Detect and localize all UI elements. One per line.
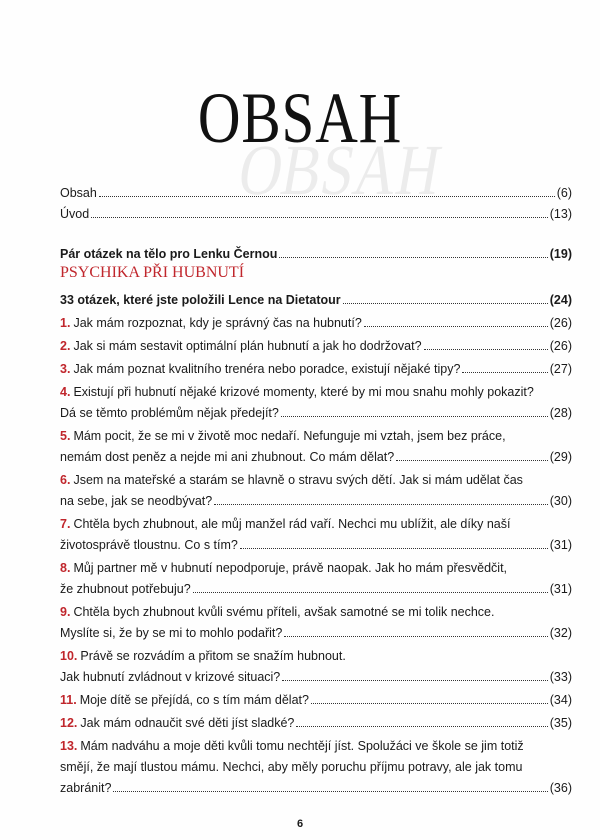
toc-entry-obsah-text: Obsah [60, 186, 97, 200]
question-page: (33) [549, 670, 572, 684]
toc-intro-heading-text: Pár otázek na tělo pro Lenku Černou [60, 247, 278, 261]
question-number: 2. [60, 339, 71, 353]
question-text: Chtěla bych zhubnout, ale můj manžel rád vaří. Nechci mu ublížit, ale díky naší [73, 517, 511, 531]
dot-leader [296, 726, 547, 727]
question-text: Právě se rozvádím a přitom se snažím hubnout. [80, 649, 346, 663]
question-page: (26) [549, 339, 572, 353]
dot-leader [424, 349, 548, 350]
toc-question [60, 599, 572, 641]
question-number: 4. [60, 385, 71, 399]
question-page: (27) [549, 362, 572, 376]
question-page: (32) [549, 626, 572, 640]
question-page: (26) [549, 316, 572, 330]
question-text: Mám pocit, že se mi v životě moc nedaří. Nefunguje mi vztah, jsem bez práce, [73, 429, 506, 443]
dot-leader [214, 504, 548, 505]
question-text: Chtěla bych zhubnout kvůli svému příteli, avšak samotné se mi tolik nechce. [73, 605, 495, 619]
question-text: Jak mám poznat kvalitního trenéra nebo poradce, existují nějaké tipy? [73, 362, 461, 376]
question-text: nemám dost peněz a nejde mi ani zhubnout. Co mám dělat? [60, 450, 395, 464]
dot-leader [91, 217, 548, 218]
toc-intro-heading [60, 241, 572, 262]
toc-question [60, 467, 572, 509]
question-number: 1. [60, 316, 71, 330]
toc-question [60, 643, 572, 685]
question-number: 3. [60, 362, 71, 376]
toc-question [60, 310, 572, 331]
toc-intro-heading-page: (19) [549, 247, 572, 261]
toc-question [60, 423, 572, 465]
question-text: že zhubnout potřebuju? [60, 582, 191, 596]
question-text: Mám nadváhu a moje děti kvůli tomu nechtějí jíst. Spolužáci ve škole se jim totiž [80, 739, 524, 753]
dot-leader [343, 303, 548, 304]
question-text: zabránit? [60, 781, 112, 795]
dot-leader [279, 257, 547, 258]
question-text: životosprávě tloustnu. Co s tím? [60, 538, 238, 552]
toc-question [60, 733, 572, 796]
dot-leader [240, 548, 548, 549]
question-page: (31) [549, 538, 572, 552]
question-page: (36) [549, 781, 572, 795]
table-of-contents [60, 180, 572, 796]
question-page: (30) [549, 494, 572, 508]
toc-entry-uvod [60, 201, 572, 222]
question-number: 7. [60, 517, 71, 531]
dot-leader [282, 680, 548, 681]
toc-question [60, 379, 572, 421]
toc-question [60, 511, 572, 553]
question-number: 13. [60, 739, 78, 753]
toc-questions-heading [60, 287, 572, 308]
title-block [0, 78, 600, 210]
question-text: Můj partner mě v hubnutí nepodporuje, právě naopak. Jak ho mám přesvědčit, [73, 561, 508, 575]
toc-entry-obsah-page: (6) [556, 186, 572, 200]
question-page: (29) [549, 450, 572, 464]
question-text: Jak mám rozpoznat, kdy je správný čas na hubnutí? [73, 316, 362, 330]
dot-leader [311, 703, 548, 704]
question-page: (35) [549, 716, 572, 730]
dot-leader [281, 416, 548, 417]
question-text: Jak si mám sestavit optimální plán hubnutí a jak ho dodržovat? [73, 339, 422, 353]
question-number: 10. [60, 649, 78, 663]
question-text: Myslíte si, že by se mi to mohlo podařit? [60, 626, 283, 640]
title-ghost-watermark: OBSAH [232, 130, 448, 210]
dot-leader [396, 460, 548, 461]
toc-question [60, 687, 572, 708]
toc-entry-uvod-text: Úvod [60, 207, 90, 221]
question-number: 12. [60, 716, 78, 730]
section-title: PSYCHIKA PŘI HUBNUTÍ [60, 264, 245, 281]
dot-leader [364, 326, 548, 327]
dot-leader [462, 372, 547, 373]
question-page: (34) [549, 693, 572, 707]
toc-question [60, 555, 572, 597]
question-text: Jak mám odnaučit své děti jíst sladké? [80, 716, 295, 730]
question-text: Jak hubnutí zvládnout v krizové situaci? [60, 670, 281, 684]
toc-entry-uvod-page: (13) [549, 207, 572, 221]
question-page: (28) [549, 406, 572, 420]
page-number: 6 [296, 818, 304, 830]
question-text: Moje dítě se přejídá, co s tím mám dělat? [79, 693, 309, 707]
question-text: Dá se těmto problémům nějak předejít? [60, 406, 279, 420]
dot-leader [113, 791, 547, 792]
toc-questions-heading-text: 33 otázek, které jste položili Lence na Dietatour [60, 293, 341, 307]
toc-entry-obsah [60, 180, 572, 201]
dot-leader [193, 592, 548, 593]
dot-leader [284, 636, 547, 637]
question-number: 8. [60, 561, 71, 575]
toc-question [60, 333, 572, 354]
question-number: 6. [60, 473, 71, 487]
question-text: smějí, že mají tlustou mámu. Nechci, aby měly poruchu příjmu potravy, ale jak tomu [60, 760, 523, 774]
toc-questions-heading-page: (24) [549, 293, 572, 307]
question-number: 5. [60, 429, 71, 443]
toc-question [60, 710, 572, 731]
dot-leader [99, 196, 555, 197]
page-title: OBSAH [197, 78, 403, 158]
question-number: 11. [60, 693, 77, 707]
question-text: Existují při hubnutí nějaké krizové momenty, které by mi mou snahu mohly pokazit? [73, 385, 534, 399]
question-number: 9. [60, 605, 71, 619]
question-text: na sebe, jak se neodbývat? [60, 494, 213, 508]
question-text: Jsem na mateřské a starám se hlavně o stravu svých dětí. Jak si mám udělat čas [73, 473, 523, 487]
question-page: (31) [549, 582, 572, 596]
toc-question [60, 356, 572, 377]
